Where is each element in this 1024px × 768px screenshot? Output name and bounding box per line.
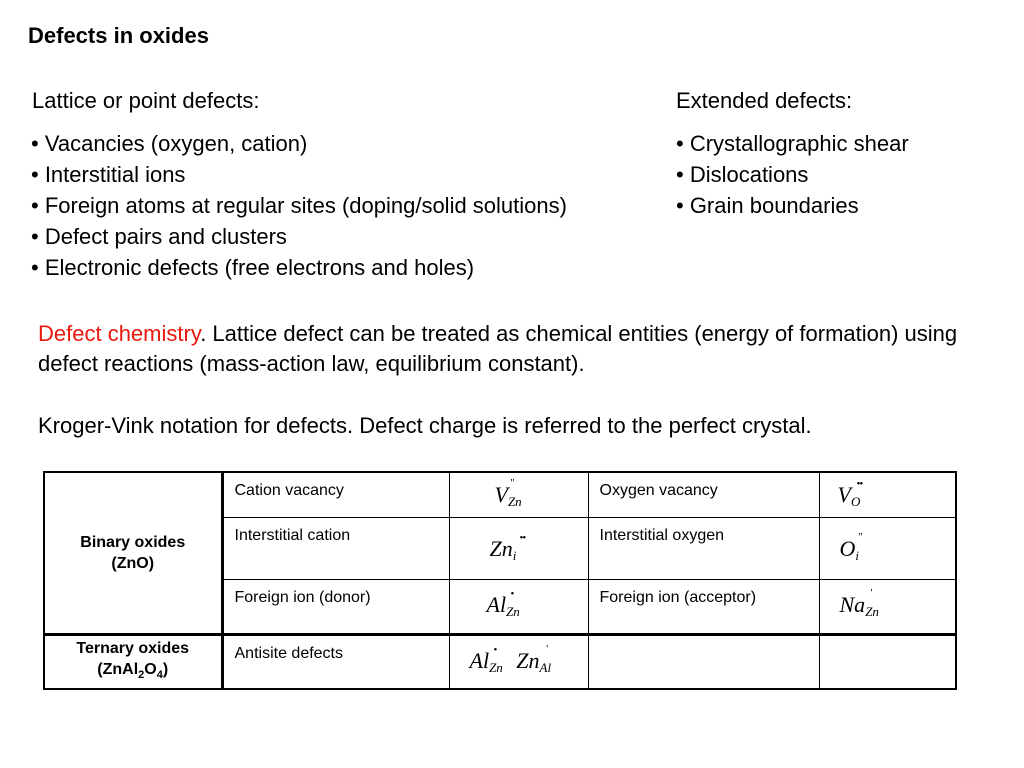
table-cell — [588, 517, 819, 579]
list-item: • Dislocations — [676, 162, 809, 187]
binary-oxides-label: Binary oxides — [80, 533, 186, 551]
list-item: • Crystallographic shear — [676, 131, 909, 156]
table-cell — [449, 472, 588, 517]
antisite-defects-symbols: AlZn • ZnAl ' — [469, 642, 552, 675]
table-cell — [222, 579, 449, 634]
page-title: Defects in oxides — [28, 23, 209, 48]
list-item: • Electronic defects (free electrons and holes) — [31, 255, 475, 280]
table-cell — [449, 517, 588, 579]
table-cell — [819, 517, 956, 579]
interstitial-cation-label: Interstitial cation — [234, 526, 351, 544]
foreign-ion-acceptor-symbol: NaZn ' — [839, 586, 879, 619]
defect-notation-table — [43, 471, 957, 690]
oxygen-vacancy-symbol: VO •• — [837, 478, 863, 509]
list-item: • Defect pairs and clusters — [31, 224, 287, 249]
table-cell — [588, 579, 819, 634]
table-cell — [449, 634, 588, 689]
oxygen-vacancy-label: Oxygen vacancy — [599, 482, 718, 499]
defect-chemistry-highlight: Defect chemistry — [38, 321, 201, 346]
binary-oxides-cell — [44, 472, 222, 634]
list-item: • Foreign atoms at regular sites (doping/solid solutions) — [31, 193, 567, 218]
lattice-heading: Lattice or point defects: — [32, 88, 260, 113]
interstitial-cation-symbol: Zni •• — [489, 531, 526, 563]
interstitial-oxygen-symbol: Oi '' — [839, 530, 863, 563]
table-cell — [588, 634, 819, 689]
table-cell — [449, 579, 588, 634]
binary-oxides-formula: (ZnO) — [111, 554, 155, 572]
table-row — [44, 634, 956, 689]
lattice-list — [31, 128, 567, 283]
list-item: • Grain boundaries — [676, 193, 859, 218]
extended-heading: Extended defects: — [676, 88, 853, 113]
table-cell — [222, 634, 449, 689]
foreign-ion-acceptor-label: Foreign ion (acceptor) — [599, 588, 757, 606]
kroger-vink-paragraph: Kroger-Vink notation for defects. Defect charge is referred to the perfect crystal. — [38, 413, 812, 438]
table-cell — [819, 579, 956, 634]
list-item: • Vacancies (oxygen, cation) — [31, 131, 308, 156]
interstitial-oxygen-label: Interstitial oxygen — [599, 526, 725, 544]
cation-vacancy-label: Cation vacancy — [234, 482, 344, 499]
table-cell — [588, 472, 819, 517]
extended-list — [676, 128, 909, 221]
defect-chemistry-paragraph — [38, 319, 978, 379]
table-cell — [819, 634, 956, 689]
foreign-ion-donor-symbol: AlZn • — [486, 587, 520, 619]
table-cell — [819, 472, 956, 517]
ternary-oxides-cell — [44, 634, 222, 689]
ternary-oxides-label: Ternary oxides — [76, 639, 190, 657]
table-cell — [222, 472, 449, 517]
defect-chemistry-text: . Lattice defect can be treated as chemical entities (energy of formation) using defect reactions (mass-action law, equilibrium constant). — [38, 321, 958, 376]
table-row — [44, 472, 956, 517]
antisite-defects-label: Antisite defects — [234, 644, 343, 662]
list-item: • Interstitial ions — [31, 162, 186, 187]
ternary-oxides-formula: $(ZnAl_2O_4)$ — [97, 660, 169, 681]
cation-vacancy-symbol: VZn '' — [494, 477, 522, 509]
table-cell — [222, 517, 449, 579]
foreign-ion-donor-label: Foreign ion (donor) — [234, 588, 371, 606]
